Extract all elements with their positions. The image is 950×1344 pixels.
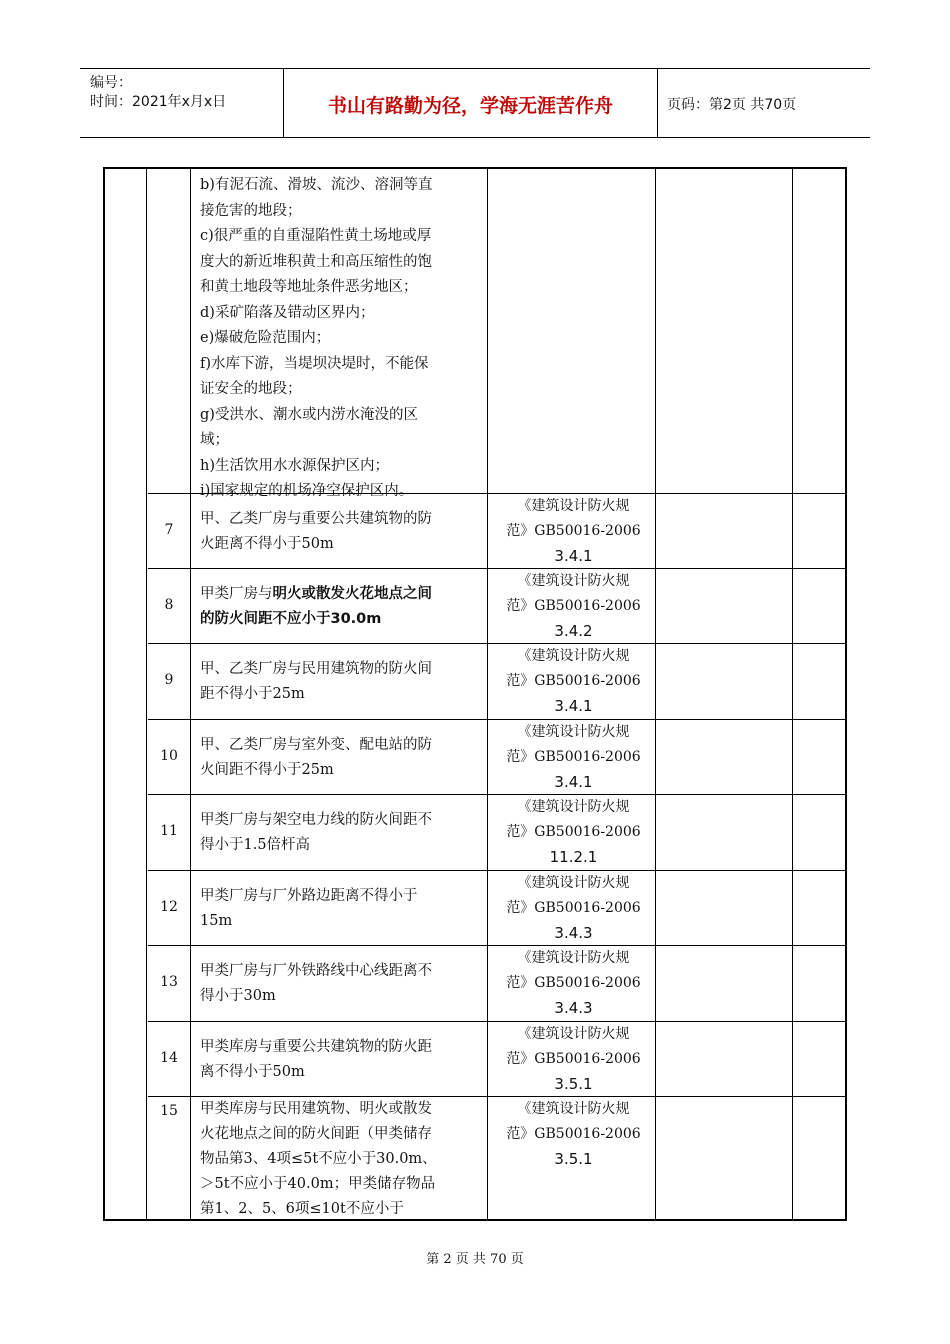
clause-number: 3.4.3 <box>554 999 593 1017</box>
requirement-text: 甲、乙类厂房与民用建筑物的防火间 距不得小于25m <box>200 661 432 702</box>
list-item: b)有泥石流、滑坡、流沙、溶洞等直 <box>200 177 433 193</box>
clause-number: 3.4.1 <box>554 697 593 715</box>
clause-number: 3.4.1 <box>554 773 593 791</box>
reference-text: 《建筑设计防火规 范》GB50016-2006 11.2.1 <box>491 795 656 870</box>
reference-text: 《建筑设计防火规 范》GB50016-2006 3.4.3 <box>491 871 656 946</box>
clause-number: 3.4.3 <box>554 924 593 942</box>
inspection-table <box>103 167 847 1221</box>
row-number: 11 <box>160 823 178 839</box>
clause-number: 3.5.1 <box>554 1150 593 1168</box>
table-row <box>148 945 845 1022</box>
row-number: 12 <box>160 899 178 915</box>
reference-text: 《建筑设计防火规 范》GB50016-2006 3.4.1 <box>491 720 656 795</box>
page-info: 页码：第2页 共70页 <box>667 97 797 113</box>
table-row <box>148 870 845 946</box>
requirement-text: 甲类厂房与厂外路边距离不得小于 15m <box>200 888 418 929</box>
list-item: 和黄土地段等地址条件恶劣地区； <box>200 279 418 295</box>
header-motto-cell <box>283 69 658 137</box>
list-item: g)受洪水、潮水或内涝水淹没的区 <box>200 406 418 423</box>
requirement-text: 甲、乙类厂房与重要公共建筑物的防 火距离不得小于50m <box>200 511 432 552</box>
header-meta <box>80 69 283 137</box>
row-number: 9 <box>164 672 174 688</box>
list-item: 域； <box>200 432 229 448</box>
requirement-text: 甲类厂房与架空电力线的防火间距不 得小于1.5倍杆高 <box>200 812 432 853</box>
clause-number: 3.4.2 <box>554 622 593 640</box>
requirement-text: 甲、乙类厂房与室外变、配电站的防 火间距不得小于25m <box>200 737 432 778</box>
reference-text: 《建筑设计防火规 范》GB50016-2006 3.5.1 <box>491 1097 656 1172</box>
table-row <box>148 1096 845 1222</box>
list-item: e)爆破危险范围内； <box>200 330 331 346</box>
list-item: c)很严重的自重湿陷性黄土场地或厚 <box>200 228 432 244</box>
requirement-text: 甲类库房与民用建筑物、明火或散发 火花地点之间的防火间距（甲类储存 物品第3、4项≤5t不应小于30.0m、 ＞5t不应小于40.0m；甲类储存物品 第1、2、5、6项≤10t不应小于 <box>200 1101 437 1217</box>
time-label: 时间：2021年x月x日 <box>90 94 227 110</box>
number-label: 编号： <box>90 75 132 91</box>
list-item: 接危害的地段； <box>200 202 302 219</box>
table-row <box>148 794 845 871</box>
row-number: 8 <box>164 597 174 613</box>
continued-item-list <box>200 173 488 505</box>
table-row <box>148 568 845 644</box>
reference-text: 《建筑设计防火规 范》GB50016-2006 3.5.1 <box>491 1022 656 1097</box>
reference-text: 《建筑设计防火规 范》GB50016-2006 3.4.1 <box>491 644 656 719</box>
list-item: i)国家规定的机场净空保护区内。 <box>200 483 414 499</box>
row-number: 14 <box>160 1050 178 1066</box>
requirement-text: 甲类厂房与厂外铁路线中心线距离不 得小于30m <box>200 963 432 1004</box>
list-item: d)采矿陷落及错动区界内； <box>200 304 375 321</box>
row-number: 15 <box>160 1103 178 1119</box>
clause-number: 3.5.1 <box>554 1075 593 1093</box>
header-page-cell <box>657 69 870 137</box>
page-header <box>80 68 870 138</box>
table-row <box>148 719 845 795</box>
table-row <box>148 643 845 720</box>
reference-text: 《建筑设计防火规 范》GB50016-2006 3.4.3 <box>491 946 656 1021</box>
clause-number: 3.4.1 <box>554 547 593 565</box>
row-number: 13 <box>160 974 178 990</box>
reference-text: 《建筑设计防火规 范》GB50016-2006 3.4.2 <box>491 569 656 644</box>
row-number: 7 <box>164 522 174 538</box>
list-item: 度大的新近堆积黄土和高压缩性的饱 <box>200 253 432 270</box>
requirement-text: 甲类库房与重要公共建筑物的防火距 离不得小于50m <box>200 1039 432 1080</box>
list-item: h)生活饮用水水源保护区内； <box>200 457 389 474</box>
reference-text: 《建筑设计防火规 范》GB50016-2006 3.4.1 <box>491 494 656 569</box>
page-footer: 第 2 页 共 70 页 <box>426 1252 524 1267</box>
table-row <box>148 1021 845 1097</box>
list-item: 证安全的地段； <box>200 381 302 397</box>
requirement-text: 甲类厂房与明火或散发火花地点之间 的防火间距不应小于30.0m <box>200 586 432 627</box>
row-number: 10 <box>160 748 178 764</box>
table-row <box>148 493 845 569</box>
list-item: f)水库下游，当堤坝决堤时，不能保 <box>200 355 429 372</box>
clause-number: 11.2.1 <box>549 848 598 866</box>
motto: 书山有路勤为径，学海无涯苦作舟 <box>327 95 613 117</box>
col-divider-1 <box>146 169 147 1219</box>
